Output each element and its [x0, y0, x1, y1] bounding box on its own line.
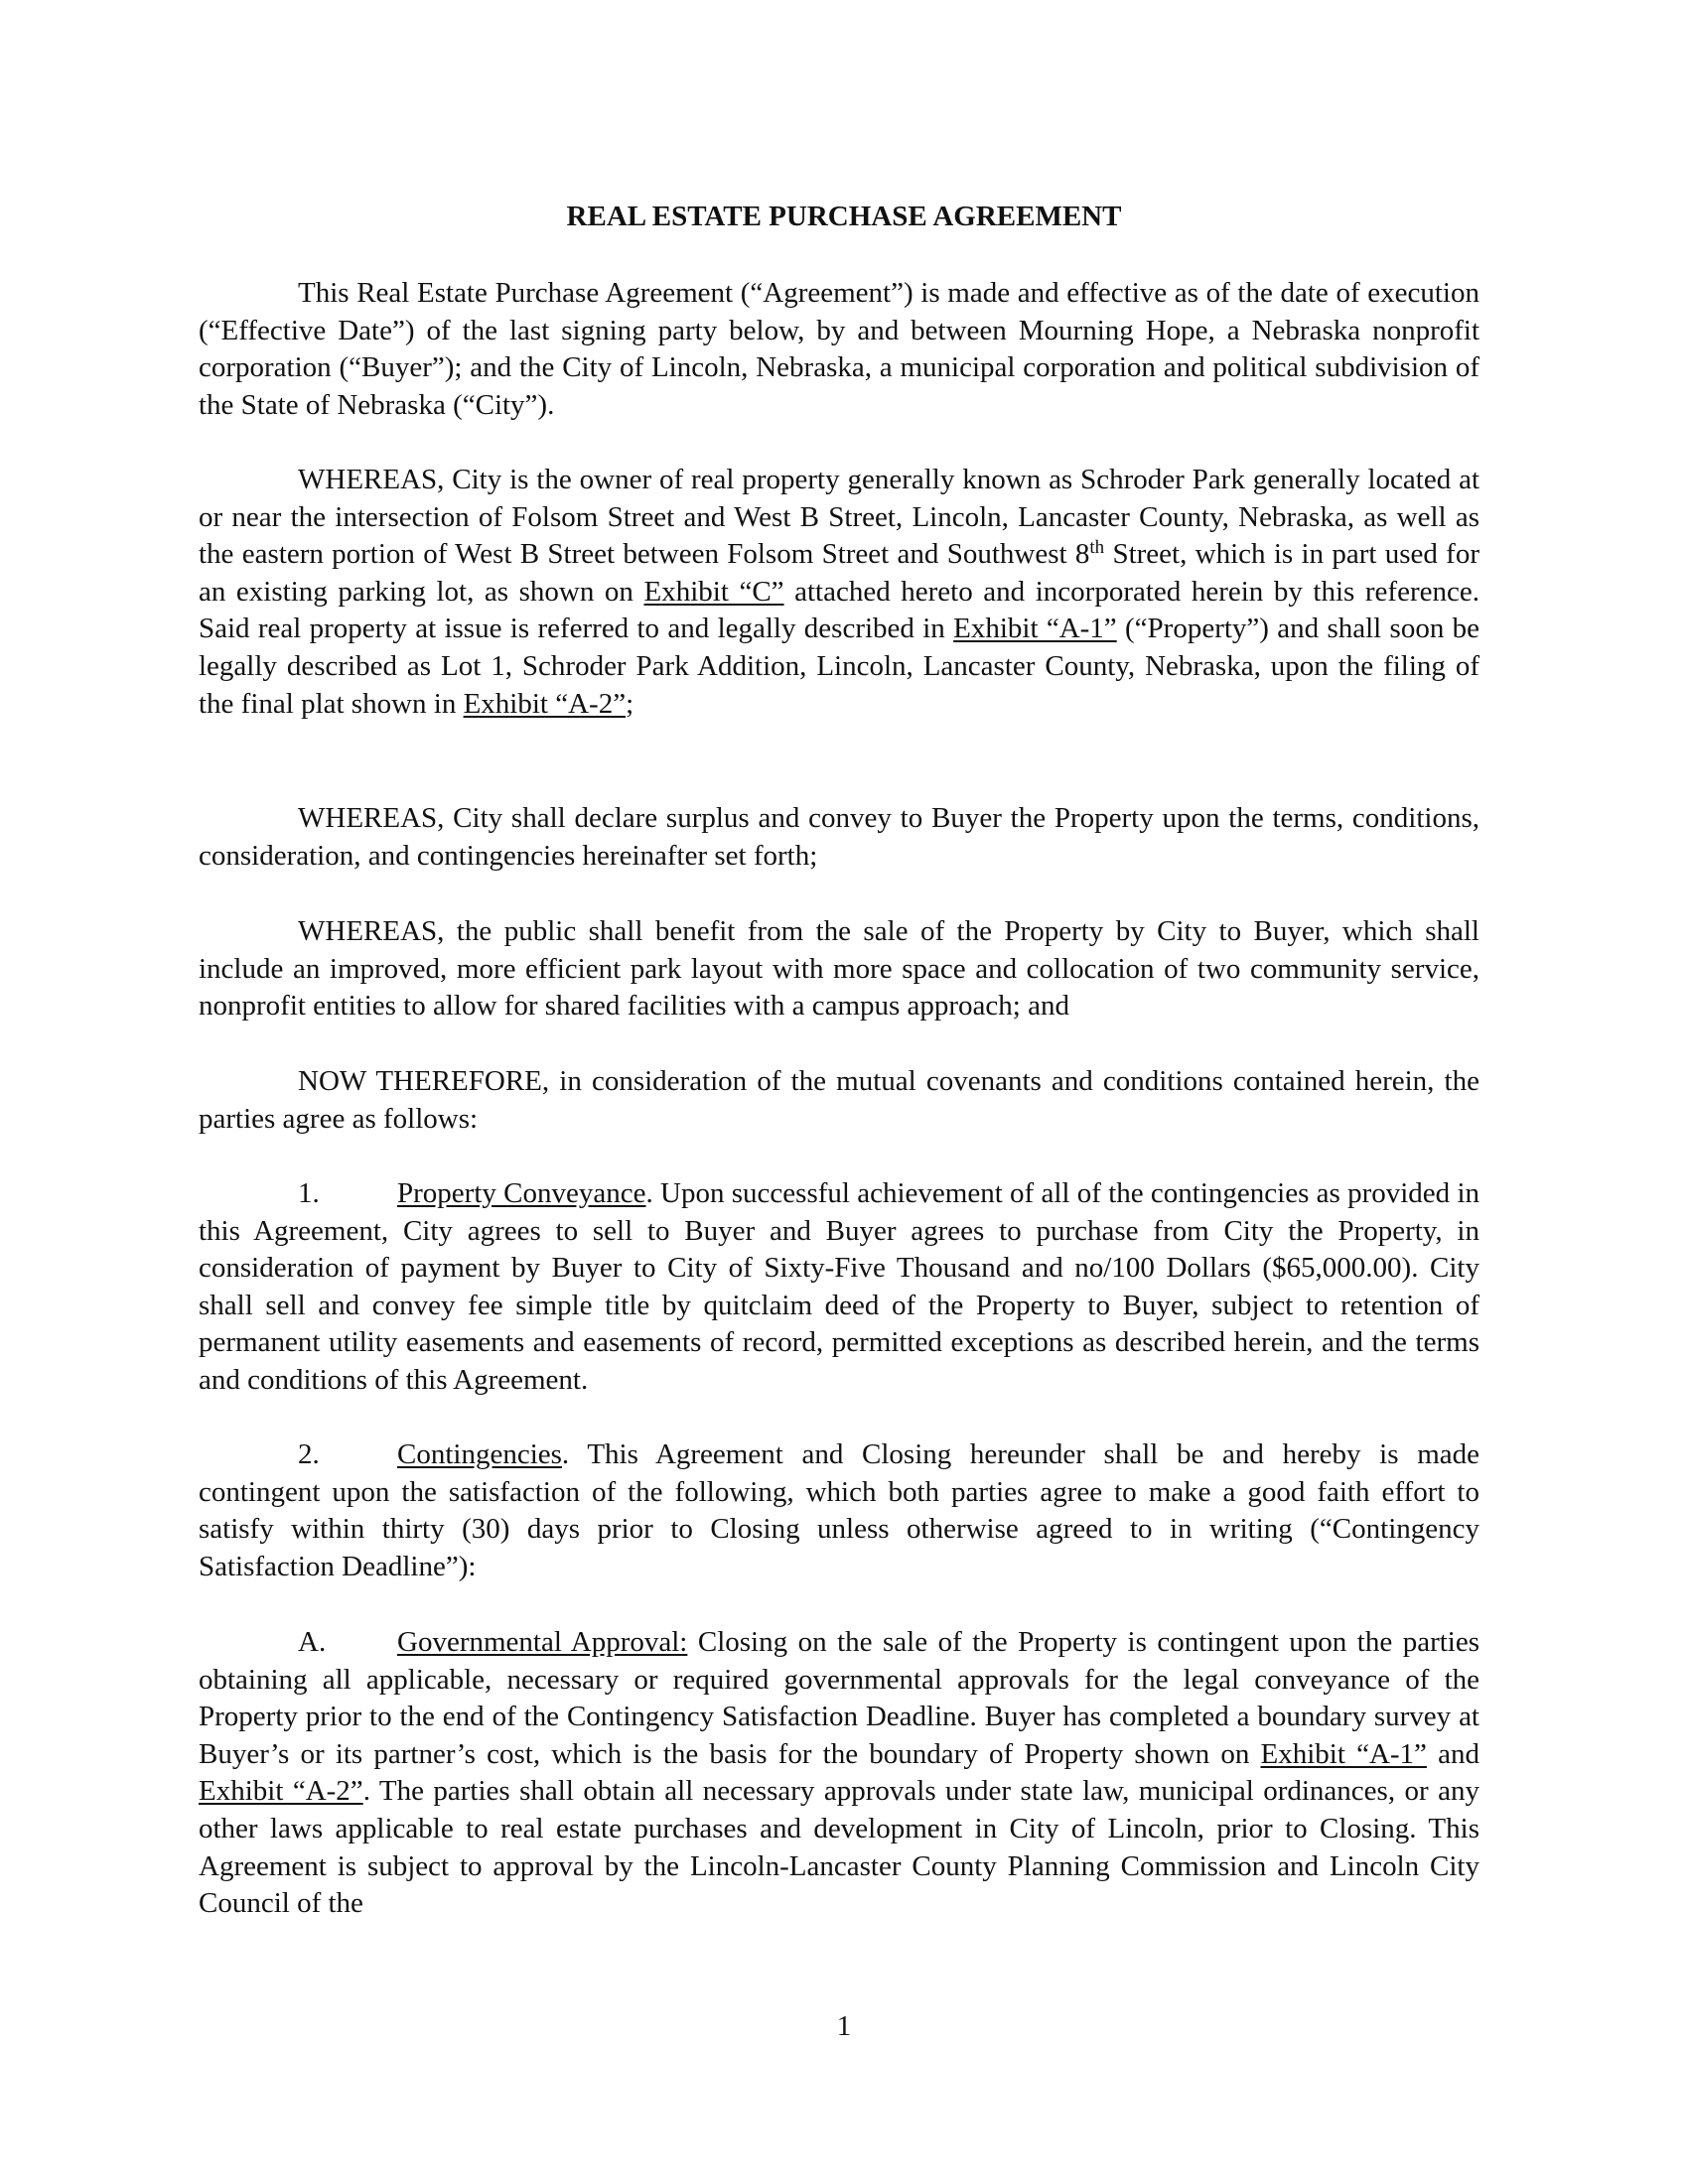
section-2-text: . This Agreement and Closing hereunder shall be and hereby is made contingent upon the satisfaction of the following, which both parties agree to make a good faith effort to satisfy within thirty (30) days prior to Closing unless otherwise agreed to in writing (“Contingency Satisfaction Deadline”): — [199, 1438, 1479, 1582]
intro-paragraph — [199, 275, 1479, 424]
now-therefore-paragraph — [199, 1063, 1479, 1138]
section-1-text: . Upon successful achievement of all of the contingencies as provided in this Agreement, City agrees to sell to Buyer and Buyer agrees to purchase from City the Property, in consideration of payment by Buyer to City of Sixty-Five Thousand and no/100 Dollars ($65,000.00). City shall sell and convey fee simple title by quitclaim deed of the Property to Buyer, subject to retention of permanent utility easements and easements of record, permitted exceptions as described herein, and the terms and conditions of this Agreement. — [199, 1177, 1480, 1396]
section-a-text-2: . The parties shall obtain all necessary approvals under state law, municipal ordinances, or any other laws applicable to real estate purchases and development in City of Lincoln, prior to Closing. This Agreement is subject to approval by the Lincoln-Lancaster County Planning Commission and Lincoln City Council of the — [199, 1775, 1480, 1920]
section-a-number: A. — [298, 1626, 327, 1658]
whereas-property-text-1: WHEREAS, City is the owner of real property generally known as Schroder Park generally located at or near the intersection of Folsom Street and West B Street, Lincoln, Lancaster County, Nebraska, as well as the eastern portion of West B Street between Folsom Street and Southwest 8 — [199, 464, 1479, 571]
section-a-and: and — [1426, 1737, 1479, 1770]
whereas-property-text-5: ; — [626, 687, 634, 720]
exhibit-a1-reference-2: Exhibit “A-1” — [1260, 1737, 1427, 1770]
intro-text: This Real Estate Purchase Agreement (“Agreement”) is made and effective as of the date of execution (“Effective Date”) of the last signing party below, by and between Mourning Hope, a Nebraska nonprofit corporation (“Buyer”); and the City of Lincoln, Nebraska, a municipal corporation and political subdivision of the State of Nebraska (“City”). — [199, 277, 1479, 421]
whereas-property-text-3: attached hereto and incorporated herein by this reference. Said real property at issue is referred to and legally described in — [199, 575, 1479, 645]
section-2-heading: Contingencies — [397, 1438, 562, 1470]
whereas-property-paragraph — [199, 462, 1479, 723]
section-a-heading: Governmental Approval: — [397, 1626, 688, 1658]
section-a-text-1: Closing on the sale of the Property is contingent upon the parties obtaining all applicable, necessary or required governmental approvals for the legal conveyance of the Property prior to the end of the Contingency Satisfaction Deadline. Buyer has completed a boundary survey at Buyer’s or its partner’s cost, which is the basis for the boundary of Property shown on — [199, 1626, 1480, 1770]
exhibit-a2-reference-2: Exhibit “A-2” — [199, 1775, 363, 1808]
whereas-property-text-4: (“Property”) and shall soon be legally described as Lot 1, Schroder Park Addition, Lincoln, Lancaster County, Nebraska, upon the filing of the final plat shown in — [199, 613, 1480, 720]
section-1-paragraph — [199, 1175, 1479, 1400]
section-2-paragraph — [199, 1436, 1479, 1585]
exhibit-a2-reference: Exhibit “A-2” — [463, 687, 627, 720]
whereas-property-text-2: Street, which is in part used for an existing parking lot, as shown on — [199, 538, 1479, 608]
exhibit-c-reference: Exhibit “C” — [643, 575, 784, 608]
section-1-number: 1. — [298, 1177, 320, 1209]
section-2-number: 2. — [298, 1438, 320, 1470]
page-number: 1 — [836, 2010, 852, 2042]
section-a-paragraph — [199, 1624, 1479, 1923]
exhibit-a1-reference: Exhibit “A-1” — [953, 613, 1117, 645]
whereas-benefit-paragraph — [199, 913, 1479, 1025]
whereas-benefit-text: WHEREAS, the public shall benefit from the sale of the Property by City to Buyer, which shall include an improved, more efficient park layout with more space and collocation of two community service, nonprofit entities to allow for shared facilities with a campus approach; and — [199, 915, 1479, 1023]
whereas-surplus-paragraph — [199, 800, 1479, 875]
now-therefore-text: NOW THEREFORE, in consideration of the mutual covenants and conditions contained herein, the parties agree as follows: — [199, 1065, 1479, 1135]
whereas-surplus-text: WHEREAS, City shall declare surplus and convey to Buyer the Property upon the terms, conditions, consideration, and contingencies hereinafter set forth; — [199, 802, 1479, 872]
document-title: REAL ESTATE PURCHASE AGREEMENT — [566, 201, 1122, 232]
ordinal-superscript: th — [1089, 537, 1105, 559]
section-1-heading: Property Conveyance — [397, 1177, 646, 1209]
